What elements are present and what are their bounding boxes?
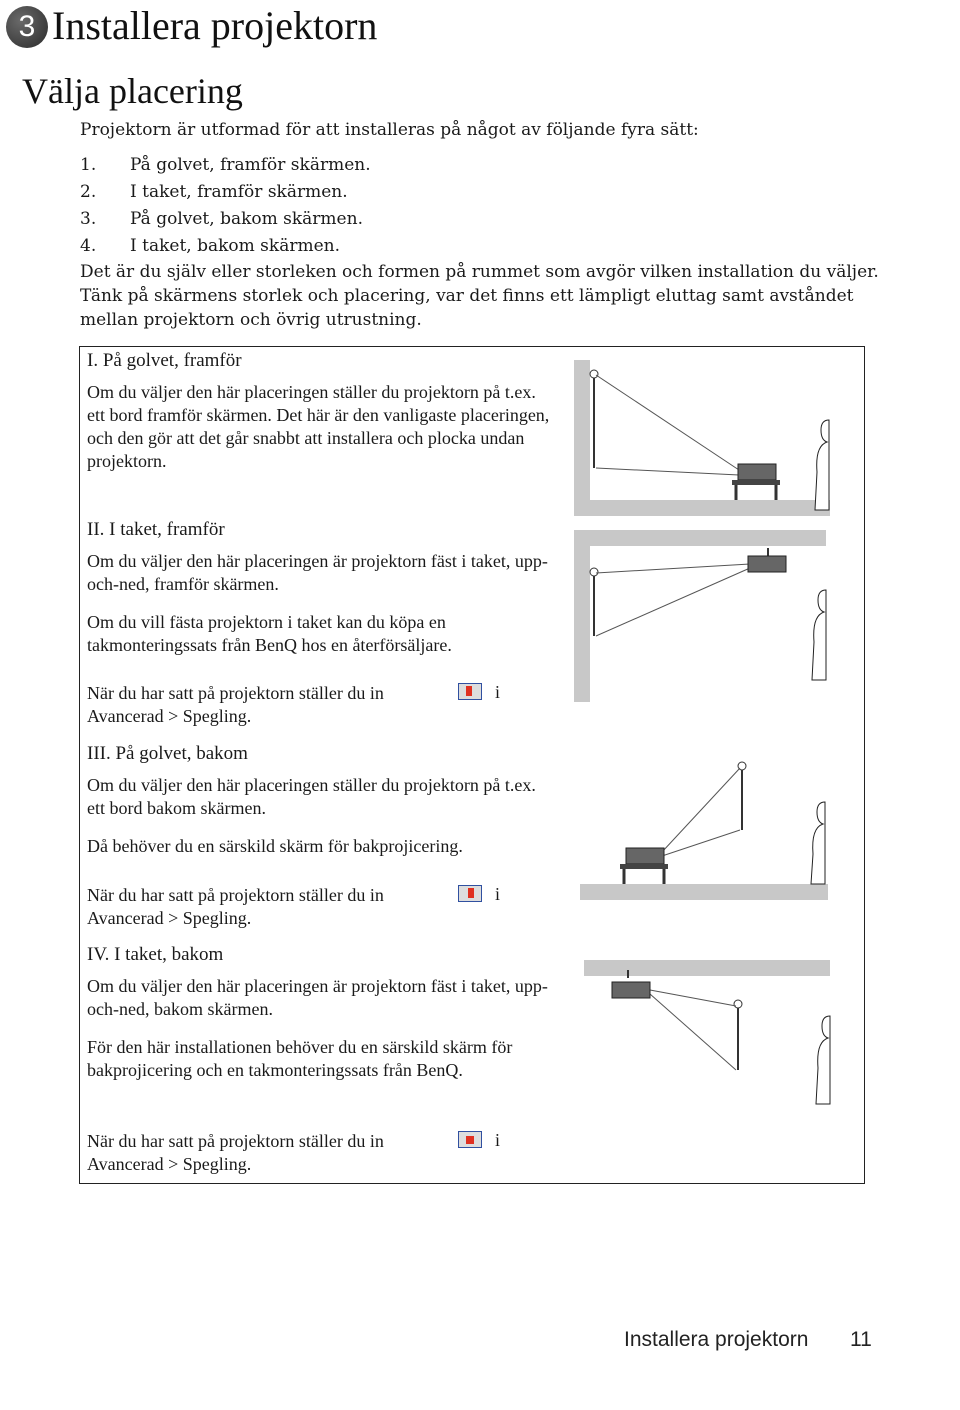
section-3-menu-text: När du har satt på projektorn ställer du in [87,885,384,905]
list-item: 3. På golvet, bakom skärmen. [80,209,363,229]
projector-icon [738,464,776,480]
person-icon [815,420,829,510]
ceiling [574,530,826,546]
section-4-body-1: Om du väljer den här placeringen är projektorn fäst i taket, upp-och-ned, bakom skärmen. [87,976,548,1019]
section-4-menu-path: Avancerad > Spegling. [87,1154,252,1174]
section-3-menu-path: Avancerad > Spegling. [87,908,252,928]
section-2-heading: II. I taket, framför [87,519,225,540]
chapter-title: Installera projektorn [52,3,378,48]
section-3-body-1: Om du väljer den här placeringen ställer du projektorn på t.ex. ett bord bakom skärmen. [87,775,536,818]
screen-top [590,568,598,576]
beam-bottom [596,468,739,475]
table-top [620,864,668,869]
paragraph-2: Tänk på skärmens storlek och placering, var det finns ett lämpligt eluttag samt avståndet mellan projektorn och övrig utrustning. [80,286,854,330]
person-icon [816,1016,830,1104]
intro-paragraphs [80,260,880,332]
mirror-menu-icon [458,885,482,902]
section-4-menu-i: i [495,1130,501,1150]
person-icon [811,802,825,884]
beam-top [596,564,750,573]
footer-title: Installera projektorn [624,1328,809,1351]
section-2-body-1: Om du väljer den här placeringen är projektorn fäst i taket, upp-och-ned, framför skärmen. [87,551,548,594]
section-2-menu-path: Avancerad > Spegling. [87,706,252,726]
beam-top [596,375,739,470]
chapter-number-badge [6,6,48,48]
beam-bottom [662,830,740,856]
ceiling-front-illustration [574,530,830,702]
beam-bottom [650,994,736,1070]
beam-top [650,990,736,1006]
section-title: Välja placering [22,71,243,111]
beam-bottom [596,568,750,636]
screen-top [590,370,598,378]
intro-text: Projektorn är utformad för att installeras på något av följande fyra sätt: [80,120,699,140]
list-item: 4. I taket, bakom skärmen. [80,236,340,256]
section-3-heading: III. På golvet, bakom [87,743,248,764]
section-3-body-2: Då behöver du en särskild skärm för bakprojicering. [87,836,463,856]
section-4-heading: IV. I taket, bakom [87,944,224,965]
chapter-number: 3 [18,10,36,43]
section-2-body-2: Om du vill fästa projektorn i taket kan du köpa en takmonteringssats från BenQ hos en återförsäljare. [87,612,452,655]
paragraph-1: Det är du själv eller storleken och formen på rummet som avgör vilken installation du väljer. [80,262,879,282]
person-icon [812,590,826,680]
floor-front-illustration [574,360,830,516]
mirror-menu-icon [458,683,482,700]
floor-rear-illustration [580,752,830,902]
projector-icon [748,556,786,572]
section-4-menu-text: När du har satt på projektorn ställer du in [87,1131,384,1151]
section-1-body: Om du väljer den här placeringen ställer du projektorn på t.ex. ett bord framför skärmen. Det här är den vanligaste placeringen, och den gör att det går snabbt att installera och plocka undan projektorn. [87,382,550,471]
list-item: 1. På golvet, framför skärmen. [80,155,371,175]
wall [574,530,590,702]
mirror-menu-icon [458,1131,482,1148]
list-item: 2. I taket, framför skärmen. [80,182,348,202]
floor [574,500,830,516]
section-2-menu-i: i [495,682,501,702]
floor [580,884,828,900]
section-3-menu-i: i [495,884,501,904]
ceiling-rear-illustration [584,960,834,1130]
wall [574,360,590,516]
table-top [732,480,780,485]
ceiling [584,960,830,976]
projector-icon [626,848,664,864]
screen-top [734,1000,742,1008]
section-1-heading: I. På golvet, framför [87,350,242,371]
page-number: 11 [850,1328,872,1351]
beam-top [662,768,740,852]
section-2-menu-text: När du har satt på projektorn ställer du in [87,683,384,703]
section-4-body-2: För den här installationen behöver du en särskild skärm för bakprojicering och en takmonteringssats från BenQ. [87,1037,513,1080]
projector-icon [612,982,650,998]
placement-options-list [80,152,371,260]
